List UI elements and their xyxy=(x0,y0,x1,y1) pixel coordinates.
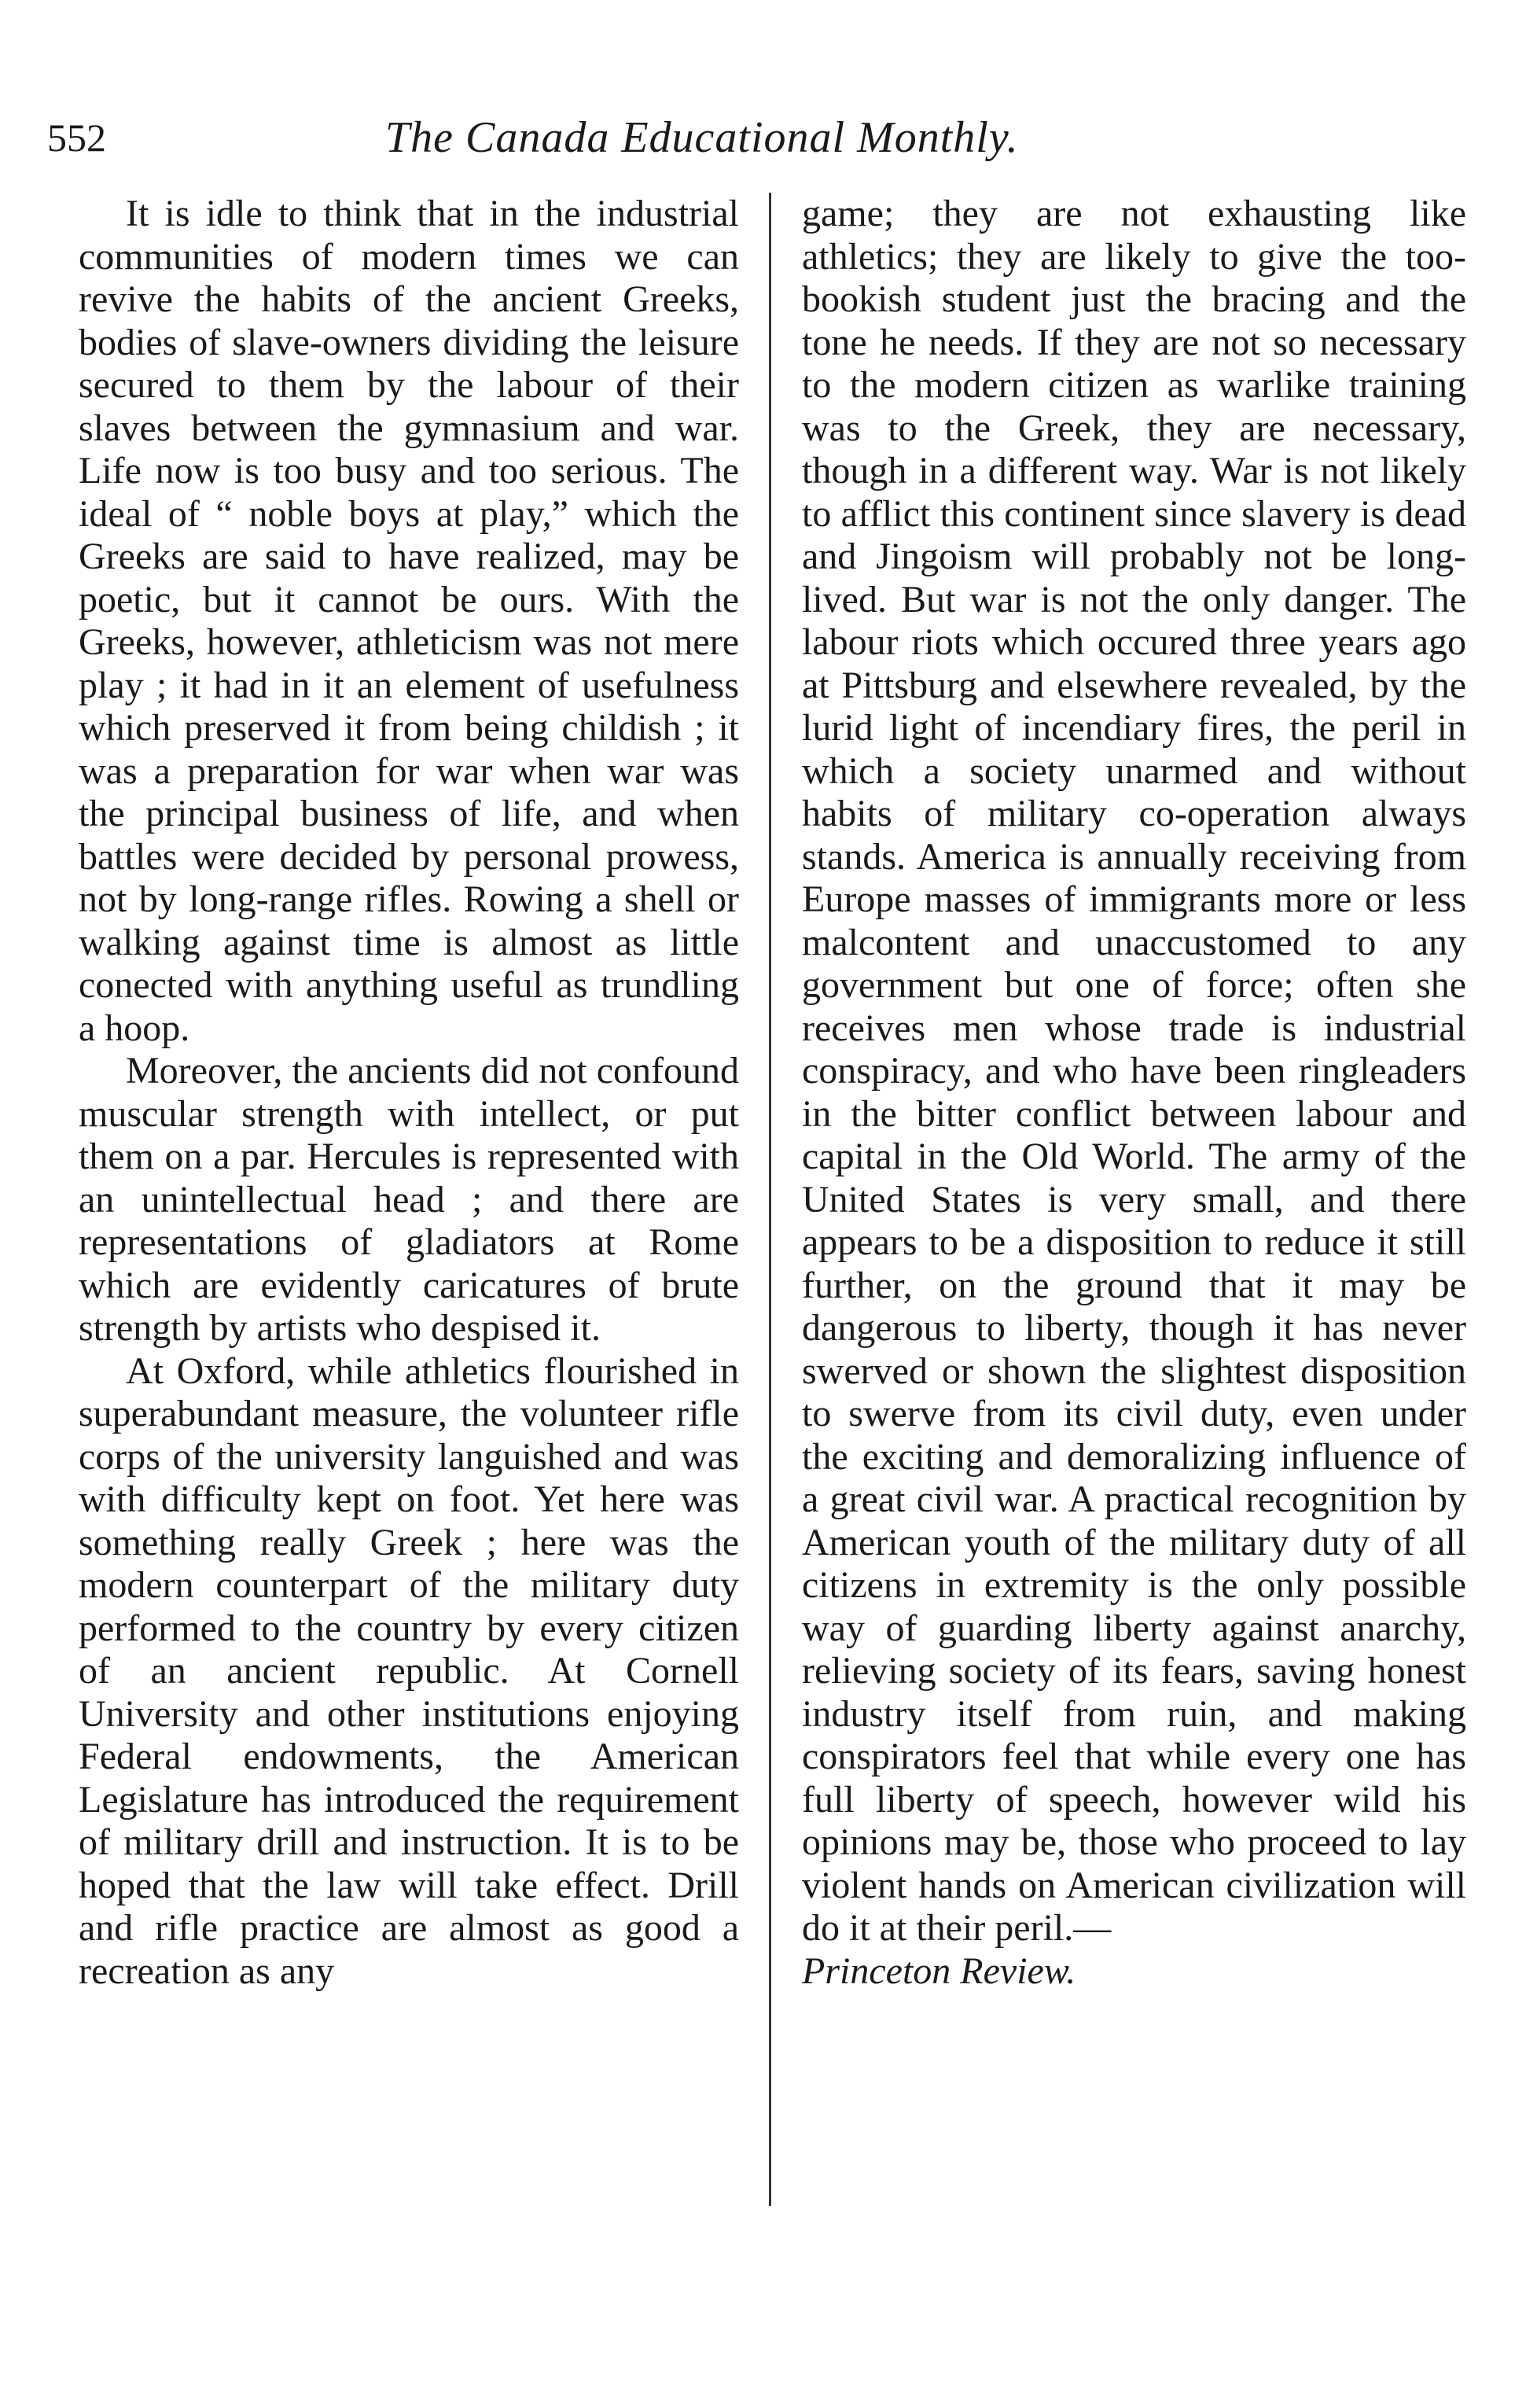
page-header xyxy=(47,110,1171,165)
paragraph-text: game; they are not exhausting like athletics; they are likely to give the too-bookish student just the bracing and the tone he needs. If they are not so necessary to the modern citizen as warlike training was to the Greek, they are necessary, though in a different way. War is not likely to afflict this continent since slavery is dead and Jingoism will probably not be long-lived. But war is not the only danger. The labour riots which occured three years ago at Pittsburg and elsewhere revealed, by the lurid light of incendiary fires, the peril in which a society unarmed and without habits of military co-operation always stands. America is annually receiving from Europe masses of immigrants more or less malcontent and unaccustomed to any government but one of force; often she receives men whose trade is industrial conspiracy, and who have been ringleaders in the bitter conflict between labour and capital in the Old World. The army of the United States is very small, and there appears to be a disposition to reduce it still further, on the ground that it may be dangerous to liberty, though it has never swerved or shown the slightest disposition to swerve from its civil duty, even under the exciting and demoralizing influence of a great civil war. A practical recognition by American youth of the military duty of all citizens in extremity is the only possible way of guarding liberty against anarchy, relieving society of its fears, saving honest industry itself from ruin, and making conspirators feel that while every one has full liberty of speech, however wild his opinions may be, those who proceed to lay violent hands on American civilization will do it at their peril.— xyxy=(802,193,1466,1949)
left-column xyxy=(79,193,739,1993)
source-attribution: Princeton Review. xyxy=(802,1950,1076,1992)
paragraph xyxy=(802,193,1466,1993)
page-number: 552 xyxy=(47,116,106,160)
paragraph: It is idle to think that in the industrial communities of modern times we can revive the habits of the ancient Greeks, bodies of slave-owners dividing the leisure secured to them by the labour of their slaves between the gymnasium and war. Life now is too busy and too serious. The ideal of “ noble boys at play,” which the Greeks are said to have realized, may be poetic, but it cannot be ours. With the Greeks, however, athleticism was not mere play ; it had in it an element of usefulness which preserved it from being childish ; it was a preparation for war when war was the principal business of life, and when battles were decided by personal prowess, not by long-range rifles. Rowing a shell or walking against time is almost as little conected with anything useful as trundling a hoop. xyxy=(79,193,739,1049)
paragraph: At Oxford, while athletics flourished in superabundant measure, the volunteer rifle corps of the university languished and was with difficulty kept on foot. Yet here was something really Greek ; here was the modern counterpart of the military duty performed to the country by every citizen of an ancient republic. At Cornell University and other institutions enjoying Federal endowments, the American Legislature has introduced the requirement of military drill and instruction. It is to be hoped that the law will take effect. Drill and rifle practice are almost as good a recreation as any xyxy=(79,1349,739,1992)
column-divider xyxy=(769,193,771,2206)
running-title: The Canada Educational Monthly. xyxy=(385,113,1019,162)
right-column xyxy=(802,193,1466,1993)
paragraph: Moreover, the ancients did not confound muscular strength with intellect, or put them on a par. Hercules is represented with an unintellectual head ; and there are representations of gladiators at Rome which are evidently caricatures of brute strength by artists who despised it. xyxy=(79,1050,739,1349)
